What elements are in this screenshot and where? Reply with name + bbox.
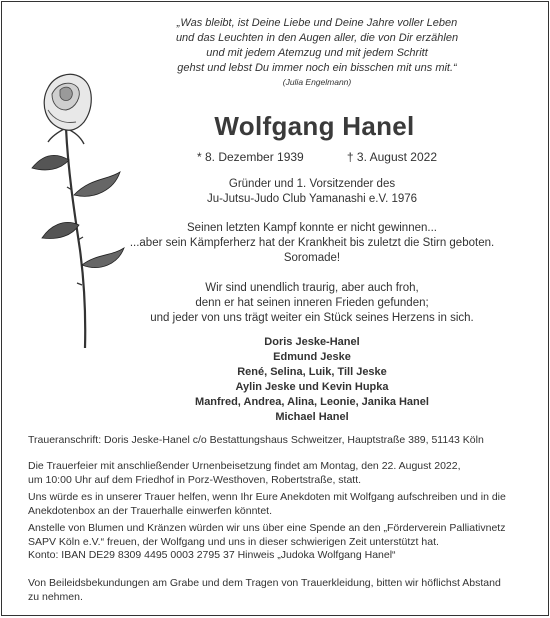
donation-line: SAPV Köln e.V.“ freuen, der Wolfgang und uns in dieser schwierigen Zeit unterstützt hat. xyxy=(28,535,439,548)
anecdotes-line: Uns würde es in unserer Trauer helfen, wenn Ihr Eure Anekdoten mit Wolfgang aufschreiben und in die xyxy=(28,491,506,503)
role-text xyxy=(112,177,512,207)
poem-line: und mit jedem Atemzug und mit jedem Schritt xyxy=(206,47,428,59)
ceremony-line: Die Trauerfeier mit anschließender Urnenbeisetzung findet am Montag, den 22. August 2022, xyxy=(28,460,461,472)
donation-line: Anstelle von Blumen und Kränzen würden wir uns über eine Spende an den „Förderverein Palliativnetz xyxy=(28,522,506,534)
poem-line: gehst und lebst Du immer noch ein bisschen mit uns mit.“ xyxy=(177,62,457,74)
poem xyxy=(152,16,482,89)
family-member: Aylin Jeske und Kevin Hupka xyxy=(235,381,389,393)
family-member: René, Selina, Luik, Till Jeske xyxy=(237,366,387,378)
mourning-line: Wir sind unendlich traurig, aber auch froh, xyxy=(205,282,419,294)
condolence-line: zu nehmen. xyxy=(28,590,83,603)
birth-date: * 8. Dezember 1939 xyxy=(197,150,304,164)
role-line: Ju-Jutsu-Judo Club Yamanashi e.V. 1976 xyxy=(206,193,418,205)
life-dates xyxy=(197,150,437,164)
fight-line: Soromade! xyxy=(283,252,341,264)
fight-line: Seinen letzten Kampf konnte er nicht gewinnen... xyxy=(187,222,437,234)
ceremony-paragraph xyxy=(28,460,533,487)
anecdotes-paragraph xyxy=(28,491,533,518)
family-member: Edmund Jeske xyxy=(273,351,351,363)
condolence-paragraph xyxy=(28,577,533,604)
deceased-name: Wolfgang Hanel xyxy=(214,111,415,141)
poem-line: und das Leuchten in den Augen aller, die von Dir erzählen xyxy=(175,32,459,44)
address-paragraph xyxy=(28,434,533,448)
family-member: Michael Hanel xyxy=(275,411,349,423)
family-member: Manfred, Andrea, Alina, Leonie, Janika Hanel xyxy=(195,396,429,408)
fight-text xyxy=(112,221,512,266)
donation-paragraph xyxy=(28,522,533,563)
poem-attribution: (Julia Engelmann) xyxy=(282,77,352,87)
obituary-notice xyxy=(1,1,549,616)
death-date: † 3. August 2022 xyxy=(346,150,437,164)
condolence-line: Von Beileidsbekundungen am Grabe und dem Tragen von Trauerkleidung, bitten wir höflichst Abstand xyxy=(28,577,501,589)
mourning-line: und jeder von uns trägt weiter ein Stück seines Herzens in sich. xyxy=(150,312,474,324)
poem-line: „Was bleibt, ist Deine Liebe und Deine Jahre voller Leben xyxy=(176,17,458,29)
mourning-line: denn er hat seinen inneren Frieden gefunden; xyxy=(195,297,429,309)
family-member: Doris Jeske-Hanel xyxy=(264,336,360,348)
fight-line: ...aber sein Kämpferherz hat der Krankheit bis zuletzt die Stirn geboten. xyxy=(129,237,495,249)
anecdotes-line: Anekdotenbox an der Trauerhalle einwerfen könntet. xyxy=(28,504,272,517)
role-line: Gründer und 1. Vorsitzender des xyxy=(228,178,396,190)
donation-line: Konto: IBAN DE29 8309 4495 0003 2795 37 Hinweis „Judoka Wolfgang Hanel“ xyxy=(28,549,396,561)
mourning-text xyxy=(112,281,512,326)
family-list xyxy=(112,335,512,425)
address-line: Traueranschrift: Doris Jeske-Hanel c/o Bestattungshaus Schweitzer, Hauptstraße 389, 51143 Köln xyxy=(28,434,484,446)
ceremony-line: um 10:00 Uhr auf dem Friedhof in Porz-Westhoven, Robertstraße, statt. xyxy=(28,473,362,486)
